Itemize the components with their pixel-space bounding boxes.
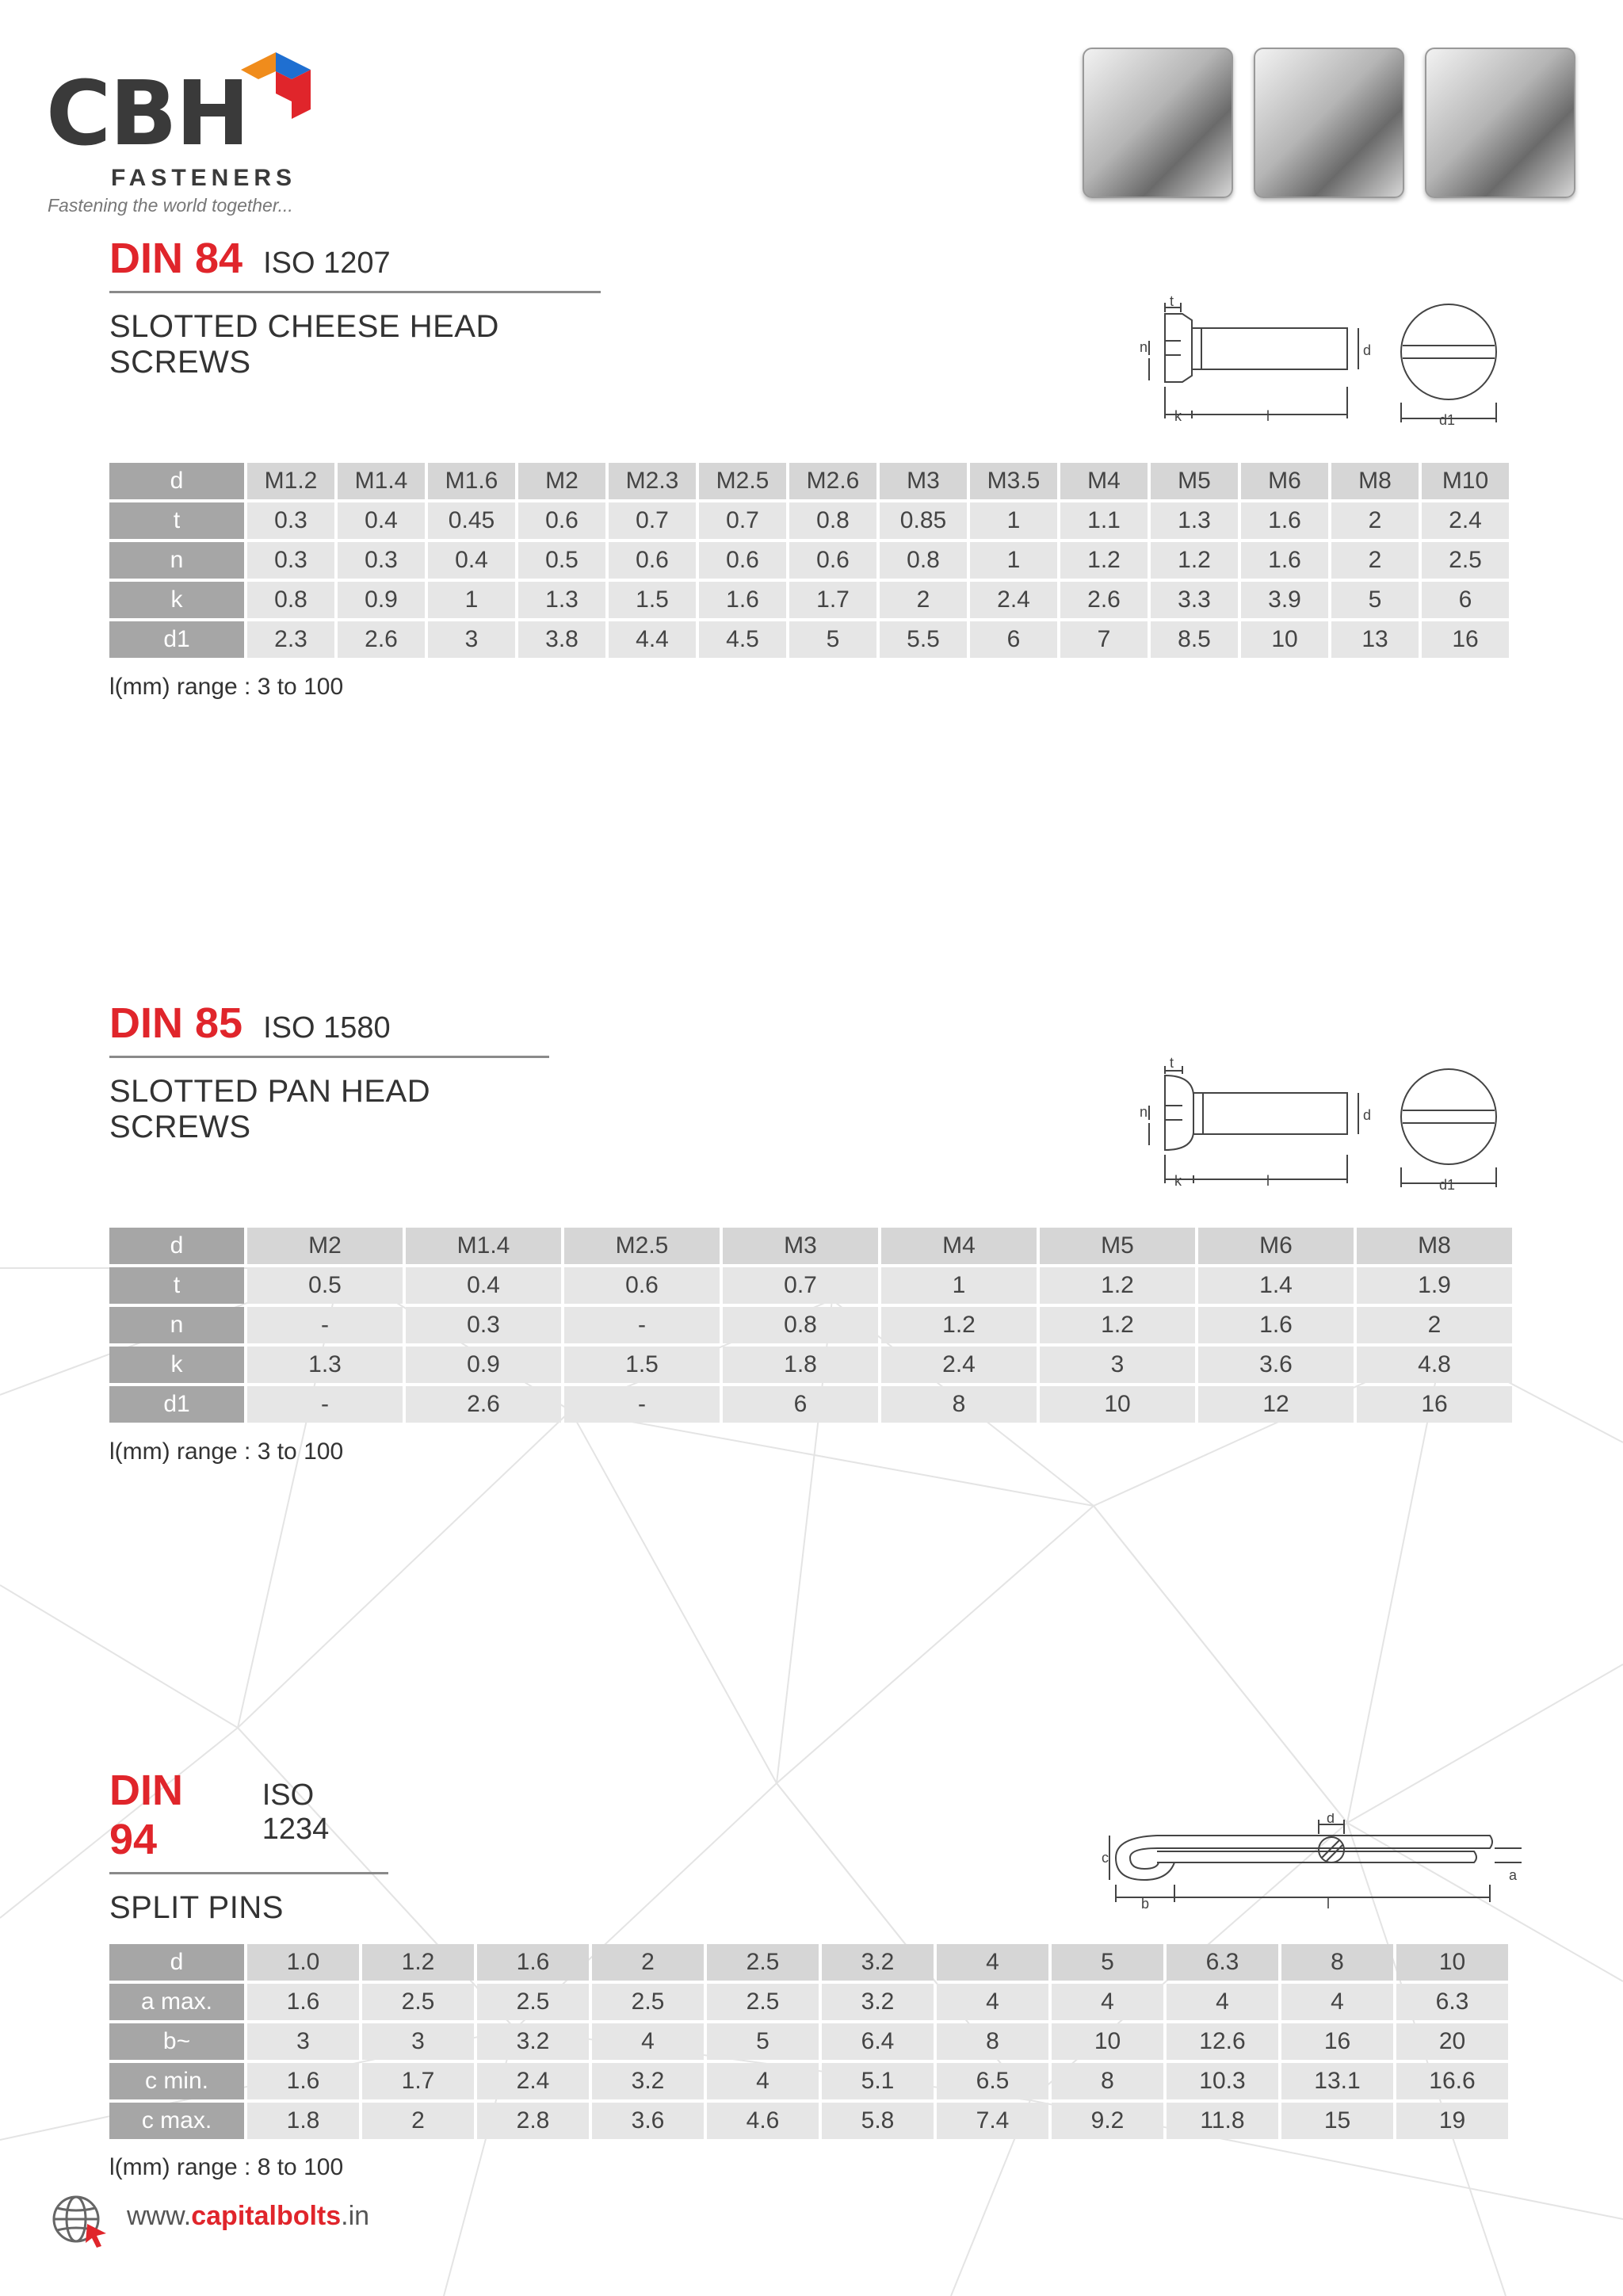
table-cell: 1.1 [1060, 502, 1148, 539]
table-cell: 3 [428, 621, 515, 658]
product-photo-strip [1083, 48, 1575, 198]
table-row [109, 463, 1509, 499]
row-label: t [109, 1267, 244, 1304]
table-cell: M2 [247, 1228, 403, 1264]
row-label: d1 [109, 621, 244, 658]
table-cell: 3.6 [592, 2103, 704, 2139]
table-cell: 1 [970, 502, 1057, 539]
table-cell: M3.5 [970, 463, 1057, 499]
header-rule [109, 1872, 388, 1874]
table-cell: 2.5 [707, 1984, 819, 2020]
table-cell: 13 [1331, 621, 1419, 658]
table-cell: 16 [1357, 1386, 1512, 1423]
row-label: d [109, 1228, 244, 1264]
table-cell: 1.6 [1241, 542, 1328, 579]
split-pin-diagram [1102, 1813, 1529, 1916]
table-cell: 0.5 [247, 1267, 403, 1304]
website-domain: capitalbolts [191, 2201, 342, 2231]
table-cell: 1.7 [362, 2063, 474, 2099]
table-cell: 15 [1281, 2103, 1393, 2139]
table-cell: 0.4 [428, 542, 515, 579]
table-cell: 0.45 [428, 502, 515, 539]
header-rule [109, 1056, 549, 1058]
table-cell: M2.5 [699, 463, 786, 499]
diagram-label-l: l [1266, 408, 1270, 424]
diagram-label-c: c [1102, 1850, 1109, 1866]
din-code: DIN 84 [109, 235, 243, 282]
table-cell: 0.8 [789, 502, 876, 539]
table-cell: 10 [1396, 1944, 1508, 1981]
table-cell: M5 [1151, 463, 1238, 499]
table-cell: - [247, 1386, 403, 1423]
table-cell: 1.6 [699, 582, 786, 618]
table-cell: 5 [1331, 582, 1419, 618]
table-cell: 0.4 [406, 1267, 561, 1304]
table-cell: 2 [1331, 502, 1419, 539]
section-title: SPLIT PINS [109, 1890, 284, 1925]
table-cell: 0.6 [564, 1267, 720, 1304]
din85-dimension-table [106, 1224, 1515, 1426]
table-cell: 5 [707, 2023, 819, 2060]
diagram-label-b: b [1141, 1896, 1150, 1912]
table-cell: 1.9 [1357, 1267, 1512, 1304]
table-cell: 12 [1198, 1386, 1354, 1423]
din85-table-wrapper [106, 1224, 1515, 1426]
photo-bolts [1425, 48, 1575, 198]
table-cell: 16 [1281, 2023, 1393, 2060]
table-cell: 0.3 [406, 1307, 561, 1343]
diagram-label-t: t [1170, 1056, 1174, 1071]
diagram-label-k: k [1174, 1173, 1182, 1189]
table-cell: 4 [707, 2063, 819, 2099]
table-cell: 4.6 [707, 2103, 819, 2139]
table-cell: 0.7 [723, 1267, 878, 1304]
table-cell: 9.2 [1052, 2103, 1163, 2139]
table-cell: 1.7 [789, 582, 876, 618]
row-label: k [109, 582, 244, 618]
diagram-label-d1: d1 [1439, 412, 1456, 428]
table-cell: 1.2 [881, 1307, 1037, 1343]
din84-table-wrapper [106, 460, 1512, 661]
table-cell: - [564, 1386, 720, 1423]
table-cell: 3.2 [822, 1944, 934, 1981]
table-row [109, 2023, 1508, 2060]
table-cell: M10 [1422, 463, 1509, 499]
table-cell: 1 [881, 1267, 1037, 1304]
table-cell: 2.3 [247, 621, 334, 658]
table-cell: 4 [1281, 1984, 1393, 2020]
table-cell: 6.4 [822, 2023, 934, 2060]
table-cell: - [247, 1307, 403, 1343]
table-cell: M8 [1357, 1228, 1512, 1264]
table-cell: 7.4 [937, 2103, 1048, 2139]
table-cell: 8 [1281, 1944, 1393, 1981]
table-row [109, 1984, 1508, 2020]
table-cell: 3.6 [1198, 1347, 1354, 1383]
table-cell: 10 [1052, 2023, 1163, 2060]
table-row [109, 621, 1509, 658]
table-cell: M2.6 [789, 463, 876, 499]
table-row [109, 1386, 1512, 1423]
table-cell: 5 [789, 621, 876, 658]
table-cell: 0.9 [406, 1347, 561, 1383]
table-cell: M2 [518, 463, 605, 499]
table-cell: 1 [428, 582, 515, 618]
table-cell: 2.6 [338, 621, 425, 658]
table-cell: 20 [1396, 2023, 1508, 2060]
table-row [109, 502, 1509, 539]
din94-length-range: l(mm) range : 8 to 100 [109, 2154, 344, 2180]
table-cell: 7 [1060, 621, 1148, 658]
table-cell: 0.3 [247, 502, 334, 539]
pan-head-screw-diagram [1109, 1056, 1522, 1195]
diagram-label-a: a [1509, 1867, 1518, 1883]
table-cell: 6 [970, 621, 1057, 658]
table-cell: M1.2 [247, 463, 334, 499]
table-cell: 2.5 [362, 1984, 474, 2020]
table-cell: 2.4 [477, 2063, 589, 2099]
table-cell: M1.4 [338, 463, 425, 499]
website-prefix: www. [127, 2201, 192, 2231]
iso-code: ISO 1234 [262, 1778, 330, 1846]
table-cell: 0.8 [723, 1307, 878, 1343]
table-cell: 4.8 [1357, 1347, 1512, 1383]
table-cell: 1.3 [247, 1347, 403, 1383]
table-cell: 0.6 [789, 542, 876, 579]
table-cell: 3 [247, 2023, 359, 2060]
din85-length-range: l(mm) range : 3 to 100 [109, 1438, 344, 1465]
table-row [109, 1944, 1508, 1981]
table-cell: 2 [1331, 542, 1419, 579]
table-cell: 3.2 [592, 2063, 704, 2099]
table-cell: 1.8 [247, 2103, 359, 2139]
diagram-label-d: d [1363, 1107, 1372, 1123]
din94-dimension-table [106, 1941, 1511, 2142]
brand-logo [46, 46, 315, 220]
table-cell: 2.4 [1422, 502, 1509, 539]
table-cell: - [564, 1307, 720, 1343]
diagram-label-l: l [1266, 1173, 1270, 1189]
diagram-label-n: n [1140, 1104, 1148, 1120]
table-cell: 1.6 [247, 1984, 359, 2020]
row-label: k [109, 1347, 244, 1383]
table-cell: 0.7 [699, 502, 786, 539]
table-cell: 2 [592, 1944, 704, 1981]
table-cell: 1.5 [564, 1347, 720, 1383]
table-cell: M5 [1040, 1228, 1195, 1264]
table-cell: M3 [723, 1228, 878, 1264]
table-cell: 6.3 [1396, 1984, 1508, 2020]
table-cell: 2.5 [707, 1944, 819, 1981]
website-link[interactable] [127, 2201, 369, 2232]
table-cell: 0.6 [699, 542, 786, 579]
table-cell: 0.4 [338, 502, 425, 539]
table-cell: 5 [1052, 1944, 1163, 1981]
table-cell: 2.4 [881, 1347, 1037, 1383]
row-label: a max. [109, 1984, 244, 2020]
iso-code: ISO 1207 [263, 246, 391, 280]
table-cell: 0.9 [338, 582, 425, 618]
photo-hex-nuts [1083, 48, 1233, 198]
table-cell: 0.5 [518, 542, 605, 579]
row-label: d [109, 1944, 244, 1981]
iso-code: ISO 1580 [263, 1011, 391, 1045]
table-cell: M3 [880, 463, 967, 499]
diagram-label-k: k [1174, 408, 1182, 424]
table-cell: 4 [937, 1984, 1048, 2020]
diagram-label-t: t [1170, 293, 1174, 309]
table-cell: 5.8 [822, 2103, 934, 2139]
table-cell: 10 [1241, 621, 1328, 658]
din84-dimension-table [106, 460, 1512, 661]
table-cell: 1.2 [1151, 542, 1238, 579]
table-row [109, 582, 1509, 618]
table-cell: 3.2 [822, 1984, 934, 2020]
row-label: b~ [109, 2023, 244, 2060]
table-cell: 2.5 [592, 1984, 704, 2020]
table-cell: 2.6 [1060, 582, 1148, 618]
table-row [109, 542, 1509, 579]
section-din85-header [109, 999, 549, 1145]
table-cell: 11.8 [1167, 2103, 1278, 2139]
table-cell: 6.5 [937, 2063, 1048, 2099]
table-row [109, 1228, 1512, 1264]
table-cell: 13.1 [1281, 2063, 1393, 2099]
table-cell: M6 [1198, 1228, 1354, 1264]
table-cell: 2 [880, 582, 967, 618]
globe-cursor-icon [49, 2192, 111, 2249]
diagram-label-d: d [1363, 342, 1372, 358]
table-cell: 1.4 [1198, 1267, 1354, 1304]
table-cell: 4.5 [699, 621, 786, 658]
table-cell: 8 [1052, 2063, 1163, 2099]
table-cell: 3.9 [1241, 582, 1328, 618]
din-code: DIN 94 [109, 1767, 183, 1863]
table-cell: 1 [970, 542, 1057, 579]
row-label: t [109, 502, 244, 539]
table-row [109, 2063, 1508, 2099]
din-code: DIN 85 [109, 999, 243, 1047]
table-cell: 1.5 [609, 582, 696, 618]
table-cell: 3.3 [1151, 582, 1238, 618]
table-cell: 1.3 [1151, 502, 1238, 539]
table-cell: 4 [1052, 1984, 1163, 2020]
table-cell: 8.5 [1151, 621, 1238, 658]
logo-subtitle: FASTENERS [111, 165, 297, 191]
diagram-label-n: n [1140, 339, 1148, 355]
din94-table-wrapper [106, 1941, 1511, 2142]
table-cell: 6 [1422, 582, 1509, 618]
table-cell: 1.2 [1060, 542, 1148, 579]
section-din84-header [109, 234, 601, 380]
table-cell: 10 [1040, 1386, 1195, 1423]
table-cell: 4.4 [609, 621, 696, 658]
table-cell: M2.5 [564, 1228, 720, 1264]
table-cell: M4 [1060, 463, 1148, 499]
table-cell: 3 [362, 2023, 474, 2060]
table-cell: 8 [881, 1386, 1037, 1423]
row-label: c max. [109, 2103, 244, 2139]
row-label: d1 [109, 1386, 244, 1423]
section-title: SLOTTED CHEESE HEAD SCREWS [109, 309, 499, 380]
table-cell: 6.3 [1167, 1944, 1278, 1981]
table-cell: 2 [362, 2103, 474, 2139]
section-title: SLOTTED PAN HEAD SCREWS [109, 1074, 431, 1144]
table-cell: 2.6 [406, 1386, 561, 1423]
table-cell: 1.8 [723, 1347, 878, 1383]
row-label: n [109, 1307, 244, 1343]
table-cell: 0.85 [880, 502, 967, 539]
table-cell: 1.0 [247, 1944, 359, 1981]
logo-wordmark: CBH [46, 63, 249, 166]
logo-tagline: Fastening the world together... [48, 195, 293, 216]
table-cell: 1.6 [477, 1944, 589, 1981]
table-cell: 0.6 [609, 542, 696, 579]
table-cell: 16.6 [1396, 2063, 1508, 2099]
table-cell: M6 [1241, 463, 1328, 499]
table-cell: 0.8 [247, 582, 334, 618]
section-din94-header [109, 1766, 388, 1926]
table-row [109, 1307, 1512, 1343]
table-cell: 4 [592, 2023, 704, 2060]
table-cell: 0.8 [880, 542, 967, 579]
table-cell: 0.7 [609, 502, 696, 539]
table-cell: 3 [1040, 1347, 1195, 1383]
table-cell: 2 [1357, 1307, 1512, 1343]
table-cell: 5.5 [880, 621, 967, 658]
table-cell: 8 [937, 2023, 1048, 2060]
website-suffix: .in [341, 2201, 370, 2231]
table-cell: 4 [937, 1944, 1048, 1981]
row-label: c min. [109, 2063, 244, 2099]
table-cell: 19 [1396, 2103, 1508, 2139]
table-cell: 2.4 [970, 582, 1057, 618]
table-cell: 12.6 [1167, 2023, 1278, 2060]
diagram-label-d: d [1327, 1813, 1335, 1826]
table-cell: 1.6 [1198, 1307, 1354, 1343]
table-cell: 1.2 [1040, 1267, 1195, 1304]
table-cell: M8 [1331, 463, 1419, 499]
table-row [109, 2103, 1508, 2139]
table-cell: 16 [1422, 621, 1509, 658]
table-cell: 0.6 [518, 502, 605, 539]
table-cell: 2.5 [477, 1984, 589, 2020]
header-rule [109, 291, 601, 293]
table-row [109, 1347, 1512, 1383]
table-cell: 3.8 [518, 621, 605, 658]
table-cell: 0.3 [247, 542, 334, 579]
table-cell: 1.2 [362, 1944, 474, 1981]
table-cell: 2.5 [1422, 542, 1509, 579]
row-label: d [109, 463, 244, 499]
row-label: n [109, 542, 244, 579]
table-cell: 2.8 [477, 2103, 589, 2139]
table-cell: M2.3 [609, 463, 696, 499]
table-cell: 4 [1167, 1984, 1278, 2020]
table-cell: M4 [881, 1228, 1037, 1264]
table-cell: 5.1 [822, 2063, 934, 2099]
table-cell: 1.6 [1241, 502, 1328, 539]
diagram-label-d1: d1 [1439, 1177, 1456, 1193]
table-cell: 1.6 [247, 2063, 359, 2099]
table-cell: 1.2 [1040, 1307, 1195, 1343]
table-row [109, 1267, 1512, 1304]
cheese-head-screw-diagram [1109, 292, 1522, 430]
din84-length-range: l(mm) range : 3 to 100 [109, 674, 344, 700]
table-cell: 10.3 [1167, 2063, 1278, 2099]
table-cell: 1.3 [518, 582, 605, 618]
table-cell: M1.4 [406, 1228, 561, 1264]
table-cell: 0.3 [338, 542, 425, 579]
table-cell: 3.2 [477, 2023, 589, 2060]
table-cell: M1.6 [428, 463, 515, 499]
table-cell: 6 [723, 1386, 878, 1423]
diagram-label-l: l [1327, 1896, 1330, 1912]
photo-screws [1254, 48, 1404, 198]
